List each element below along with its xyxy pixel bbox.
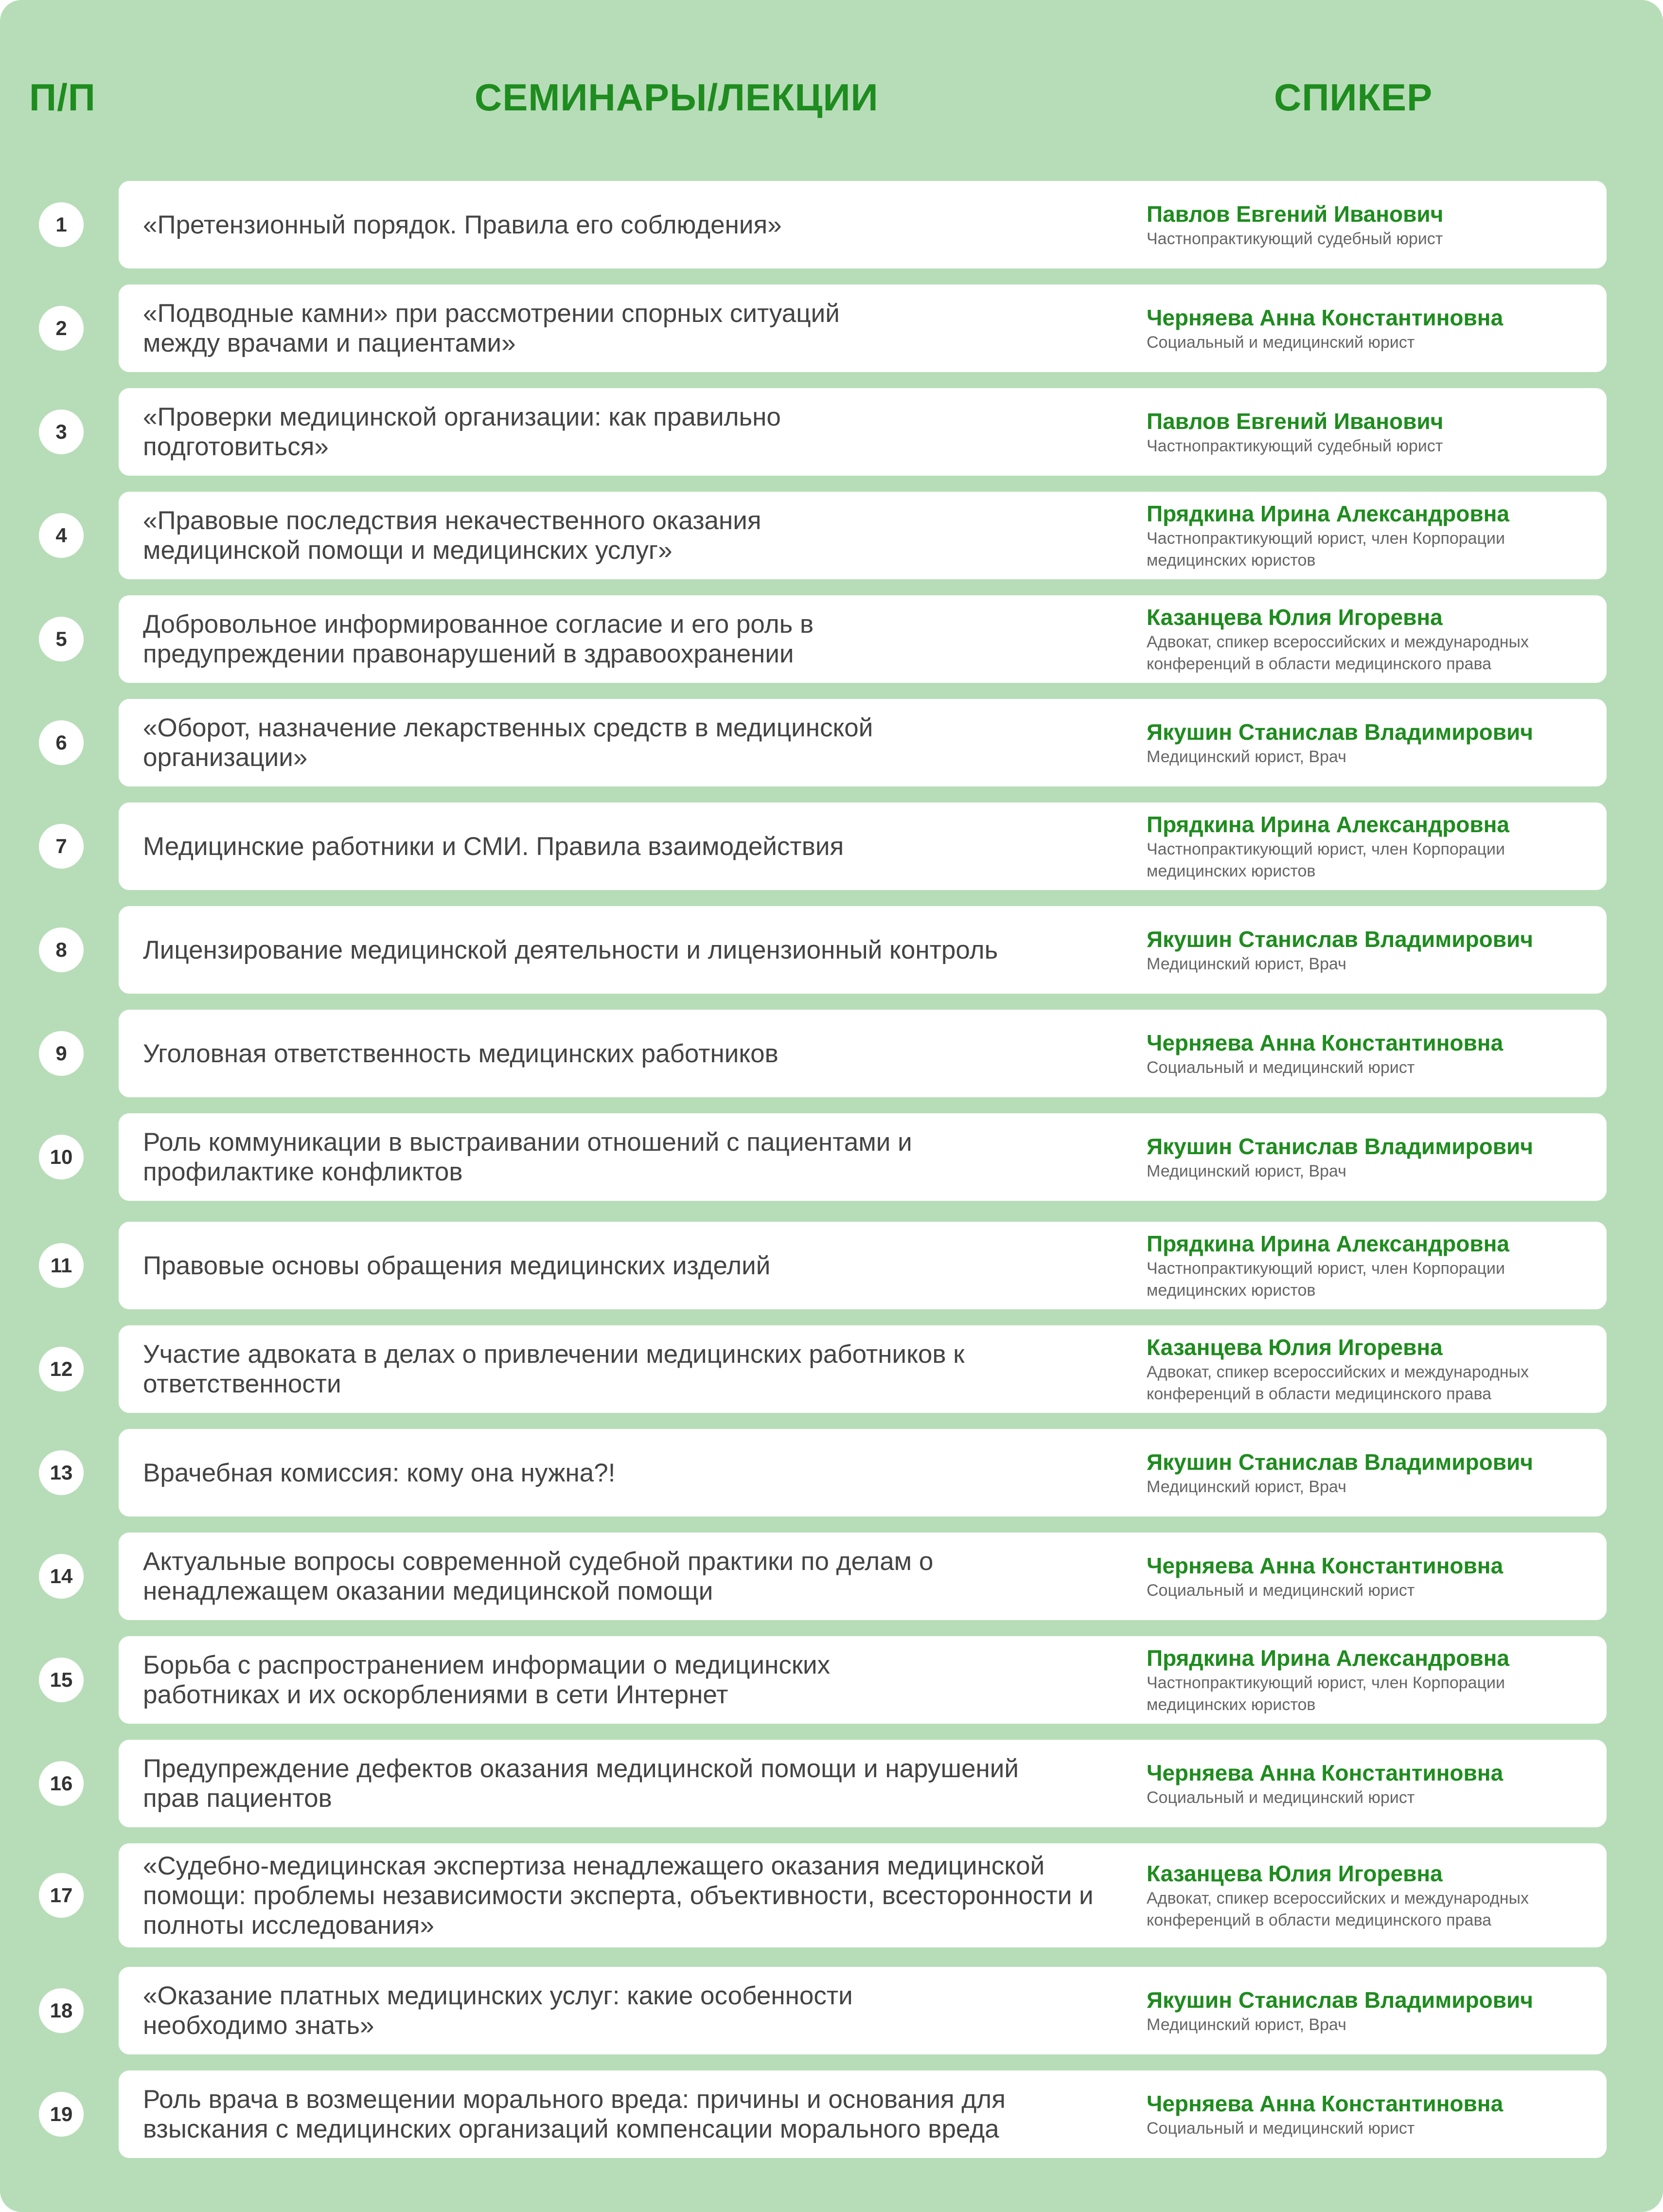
row-card — [119, 1010, 1607, 1097]
speaker-info — [1147, 595, 1594, 683]
row-card — [119, 492, 1607, 579]
table-row — [0, 285, 1663, 372]
speaker-name: Казанцева Юлия Игоревна — [1147, 1861, 1443, 1886]
table-row — [0, 1533, 1663, 1620]
row-card — [119, 1222, 1607, 1309]
row-number: 1 — [39, 202, 84, 247]
row-card — [119, 285, 1607, 372]
seminar-title: Предупреждение дефектов оказания медицинской помощи и нарушений прав пациентов — [143, 1754, 1019, 1813]
speaker-info — [1147, 1325, 1594, 1413]
row-number: 13 — [39, 1450, 84, 1495]
speaker-role: Частнопрактикующий юрист, член Корпорации медицинских юристов — [1147, 1674, 1505, 1714]
row-card — [119, 1113, 1607, 1201]
speaker-name: Якушин Станислав Владимирович — [1147, 1133, 1533, 1159]
row-card — [119, 181, 1607, 268]
table-row — [0, 2070, 1663, 2158]
speaker-role: Частнопрактикующий юрист, член Корпорации медицинских юристов — [1147, 1259, 1505, 1300]
seminar-title: «Претензионный порядок. Правила его соблюдения» — [143, 210, 782, 239]
row-number: 10 — [39, 1135, 84, 1179]
speaker-info — [1147, 285, 1594, 372]
table-row — [0, 1843, 1663, 1947]
speaker-info — [1147, 492, 1594, 579]
row-number: 14 — [39, 1554, 84, 1599]
speaker-info — [1147, 2070, 1594, 2158]
table-row — [0, 1325, 1663, 1413]
row-card — [119, 1325, 1607, 1413]
row-number: 8 — [39, 928, 84, 972]
seminar-title: Роль врача в возмещении морального вреда: причины и основания для взыскания с медицинских организаций компенсации морального вреда — [143, 2085, 1006, 2143]
speaker-role: Частнопрактикующий юрист, член Корпорации медицинских юристов — [1147, 529, 1505, 570]
speaker-info — [1147, 1533, 1594, 1620]
speaker-name: Казанцева Юлия Игоревна — [1147, 1335, 1443, 1360]
speaker-name: Черняева Анна Константиновна — [1147, 1552, 1504, 1578]
speaker-role: Медицинский юрист, Врач — [1147, 1477, 1346, 1496]
seminar-title: Лицензирование медицинской деятельности и лицензионный контроль — [143, 935, 998, 964]
speaker-role: Адвокат, спикер всероссийских и международных конференций в области медицинского права — [1147, 1363, 1529, 1403]
speaker-role: Медицинский юрист, Врач — [1147, 2015, 1346, 2034]
row-card — [119, 1967, 1607, 2054]
speaker-role: Адвокат, спикер всероссийских и международных конференций в области медицинского права — [1147, 1889, 1529, 1929]
row-card — [119, 699, 1607, 786]
header-number: П/П — [29, 76, 96, 119]
table-row — [0, 803, 1663, 890]
speaker-name: Черняева Анна Константиновна — [1147, 304, 1504, 330]
speaker-name: Якушин Станислав Владимирович — [1147, 1987, 1533, 2013]
speaker-role: Частнопрактикующий юрист, член Корпорации медицинских юристов — [1147, 840, 1505, 880]
speaker-role: Социальный и медицинский юрист — [1147, 1581, 1415, 1600]
speaker-name: Прядкина Ирина Александровна — [1147, 501, 1510, 526]
speaker-info — [1147, 1113, 1594, 1201]
row-number: 16 — [39, 1761, 84, 1806]
seminar-title: Правовые основы обращения медицинских изделий — [143, 1251, 771, 1280]
speaker-info — [1147, 1429, 1594, 1516]
table-row — [0, 595, 1663, 683]
speaker-role: Социальный и медицинский юрист — [1147, 2119, 1415, 2138]
speaker-role: Медицинский юрист, Врач — [1147, 954, 1346, 973]
row-card — [119, 1740, 1607, 1827]
seminar-title: Роль коммуникации в выстраивании отношений с пациентами и профилактике конфликтов — [143, 1128, 912, 1186]
row-number: 18 — [39, 1988, 84, 2033]
row-card — [119, 1636, 1607, 1724]
row-card — [119, 906, 1607, 994]
table-row — [0, 1113, 1663, 1201]
table-row — [0, 699, 1663, 786]
row-card — [119, 1429, 1607, 1516]
speaker-name: Павлов Евгений Иванович — [1147, 201, 1444, 227]
row-card — [119, 803, 1607, 890]
table-row — [0, 1222, 1663, 1309]
table-row — [0, 1967, 1663, 2054]
row-number: 7 — [39, 824, 84, 869]
row-card — [119, 388, 1607, 476]
speaker-name: Прядкина Ирина Александровна — [1147, 812, 1510, 837]
speaker-name: Якушин Станислав Владимирович — [1147, 719, 1533, 745]
speaker-role: Социальный и медицинский юрист — [1147, 1788, 1415, 1807]
row-number: 11 — [39, 1243, 84, 1288]
speaker-name: Якушин Станислав Владимирович — [1147, 926, 1533, 952]
speaker-role: Социальный и медицинский юрист — [1147, 333, 1415, 352]
row-number: 9 — [39, 1031, 84, 1076]
seminar-title: Борьба с распространением информации о медицинских работниках и их оскорблениями в сети Интернет — [143, 1651, 831, 1709]
row-number: 2 — [39, 306, 84, 351]
seminar-title: «Оборот, назначение лекарственных средств в медицинской организации» — [143, 714, 873, 772]
row-card — [119, 595, 1607, 683]
seminar-title: Актуальные вопросы современной судебной практики по делам о ненадлежащем оказании медицинской помощи — [143, 1547, 934, 1605]
table-row — [0, 906, 1663, 994]
seminar-title: Участие адвоката в делах о привлечении медицинских работников к ответственности — [143, 1340, 965, 1398]
speaker-info — [1147, 699, 1594, 786]
row-number: 5 — [39, 617, 84, 661]
speaker-role: Медицинский юрист, Врач — [1147, 747, 1346, 766]
speaker-info — [1147, 1967, 1594, 2054]
seminar-title: «Оказание платных медицинских услуг: какие особенности необходимо знать» — [143, 1981, 853, 2040]
speaker-info — [1147, 1740, 1594, 1827]
table-row — [0, 181, 1663, 268]
table-row — [0, 1010, 1663, 1097]
speaker-role: Социальный и медицинский юрист — [1147, 1058, 1415, 1077]
row-card — [119, 1533, 1607, 1620]
row-number: 3 — [39, 410, 84, 454]
speaker-name: Казанцева Юлия Игоревна — [1147, 605, 1443, 630]
speaker-name: Черняева Анна Константиновна — [1147, 1030, 1504, 1055]
speaker-role: Частнопрактикующий судебный юрист — [1147, 436, 1443, 455]
speaker-info — [1147, 181, 1594, 268]
speaker-name: Якушин Станислав Владимирович — [1147, 1449, 1533, 1475]
header-seminars: СЕМИНАРЫ/ЛЕКЦИИ — [475, 76, 879, 119]
table-header — [0, 68, 1663, 126]
speaker-name: Прядкина Ирина Александровна — [1147, 1231, 1510, 1256]
row-number: 12 — [39, 1347, 84, 1391]
row-number: 15 — [39, 1658, 84, 1702]
speaker-name: Прядкина Ирина Александровна — [1147, 1645, 1510, 1671]
speaker-info — [1147, 1636, 1594, 1724]
table-row — [0, 1740, 1663, 1827]
seminar-title: «Правовые последствия некачественного оказания медицинской помощи и медицинских услуг» — [143, 506, 761, 565]
seminar-title: «Подводные камни» при рассмотрении спорных ситуаций между врачами и пациентами» — [143, 299, 840, 357]
speaker-info — [1147, 1222, 1594, 1309]
seminar-title: «Судебно-медицинская экспертиза ненадлежащего оказания медицинской помощи: проблемы независимости эксперта, объективности, всесторонности и полноты исследования» — [143, 1851, 1094, 1940]
seminar-title: Медицинские работники и СМИ. Правила взаимодействия — [143, 832, 844, 861]
seminar-title: Уголовная ответственность медицинских работников — [143, 1039, 778, 1068]
speaker-role: Медицинский юрист, Врач — [1147, 1161, 1346, 1180]
seminar-title: Добровольное информированное согласие и его роль в предупреждении правонарушений в здравоохранении — [143, 610, 814, 668]
speaker-role: Адвокат, спикер всероссийских и международных конференций в области медицинского права — [1147, 633, 1529, 673]
row-number: 19 — [39, 2092, 84, 2137]
table-row — [0, 1429, 1663, 1516]
table-row — [0, 388, 1663, 476]
speaker-name: Павлов Евгений Иванович — [1147, 408, 1444, 434]
table-row — [0, 1636, 1663, 1724]
speaker-info — [1147, 1843, 1594, 1947]
seminar-title: «Проверки медицинской организации: как правильно подготовиться» — [143, 403, 781, 461]
header-speaker: СПИКЕР — [1274, 76, 1433, 119]
table-row — [0, 492, 1663, 579]
speaker-info — [1147, 803, 1594, 890]
speaker-info — [1147, 906, 1594, 994]
row-number: 6 — [39, 720, 84, 765]
seminar-title: Врачебная комиссия: кому она нужна?! — [143, 1458, 616, 1487]
speaker-name: Черняева Анна Константиновна — [1147, 1760, 1504, 1785]
speaker-info — [1147, 1010, 1594, 1097]
row-number: 17 — [39, 1873, 84, 1918]
row-card — [119, 1843, 1607, 1947]
speaker-info — [1147, 388, 1594, 476]
speaker-role: Частнопрактикующий судебный юрист — [1147, 229, 1443, 248]
row-number: 4 — [39, 513, 84, 558]
row-card — [119, 2070, 1607, 2158]
speaker-name: Черняева Анна Константиновна — [1147, 2090, 1504, 2116]
